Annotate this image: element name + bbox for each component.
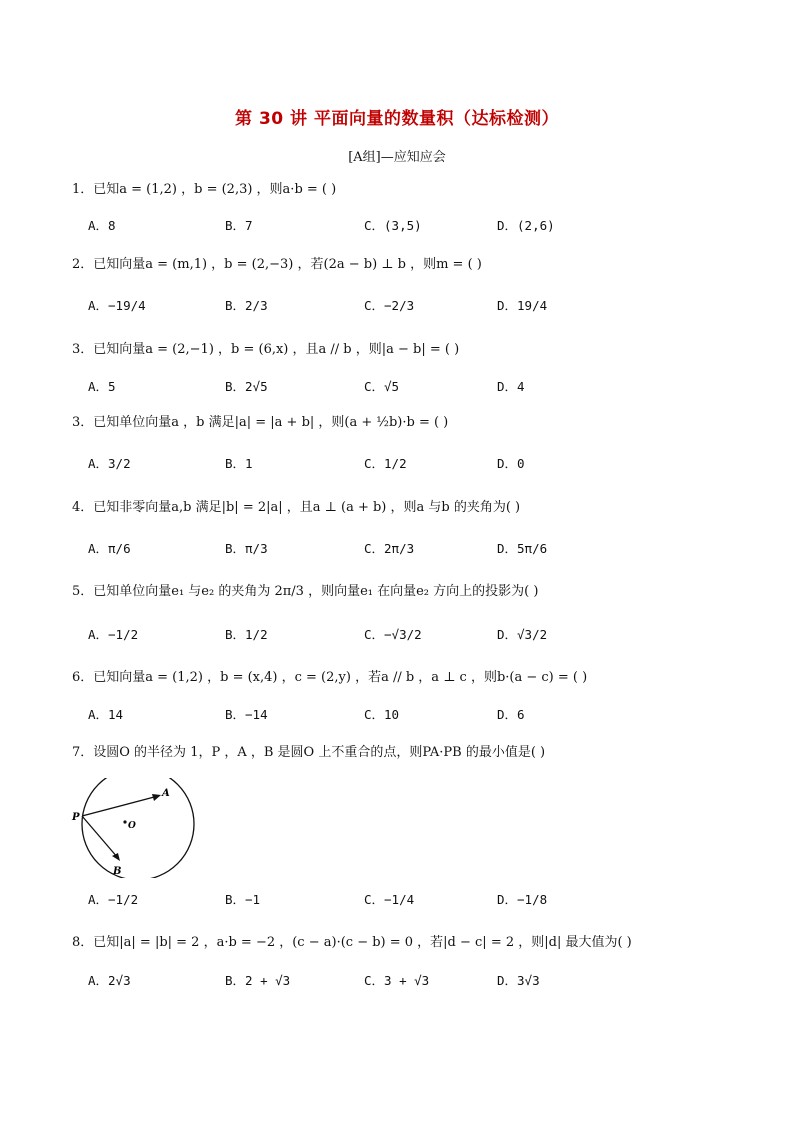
q3-option-b: B．2√5 <box>225 379 268 394</box>
question-8-stem: 8．已知|a| = |b| = 2 ，a·b = −2 ，(c − a)·(c − b) = 0 ，若|d − c| = 2 ，则|d| 最大值为( ) <box>72 935 632 950</box>
label-a: A <box>162 788 170 799</box>
q4-option-c: C．2π/3 <box>364 541 415 556</box>
q8-option-a: A．2√3 <box>88 973 131 988</box>
center-point <box>123 820 126 823</box>
q1-option-a: A．8 <box>88 218 116 233</box>
arrowhead-b <box>112 853 120 861</box>
q3b-option-a: A．3/2 <box>88 456 131 471</box>
q7-option-d: D．−1/8 <box>497 892 548 907</box>
q3b-option-d: D．0 <box>497 456 525 471</box>
q2-option-d: D．19/4 <box>497 298 548 313</box>
q8-option-b: B．2 + √3 <box>225 973 291 988</box>
q4-option-b: B．π/3 <box>225 541 268 556</box>
q1-option-b: B．7 <box>225 218 253 233</box>
segment-pb <box>82 816 118 858</box>
q3-option-d: D．4 <box>497 379 525 394</box>
q8-option-d: D．3√3 <box>497 973 540 988</box>
question-3-stem: 3．已知向量a = (2,−1) ，b = (6,x) ，且a // b ，则|a − b| = ( ) <box>72 342 460 357</box>
q1-option-c: C．(3,5) <box>364 218 422 233</box>
q6-option-a: A．14 <box>88 707 124 722</box>
q3-option-c: C．√5 <box>364 379 400 394</box>
question-4-stem: 4．已知非零向量a,b 满足|b| = 2|a| ，且a ⊥ (a + b) ，则a 与b 的夹角为( ) <box>72 500 521 515</box>
circle-o <box>82 778 194 878</box>
question-2-stem: 2．已知向量a = (m,1) ，b = (2,−3) ，若(2a − b) ⊥ b ，则m = ( ) <box>72 257 482 272</box>
q3b-option-b: B．1 <box>225 456 253 471</box>
q7-option-a: A．−1/2 <box>88 892 139 907</box>
q5-option-a: A．−1/2 <box>88 627 139 642</box>
q6-option-c: C．10 <box>364 707 400 722</box>
q6-option-d: D．6 <box>497 707 525 722</box>
arrowhead-a <box>152 794 161 801</box>
circle-diagram <box>70 778 200 878</box>
segment-pa <box>82 796 158 816</box>
q3b-option-c: C．1/2 <box>364 456 407 471</box>
q5-option-c: C．−√3/2 <box>364 627 422 642</box>
label-p: P <box>72 812 80 823</box>
q1-option-d: D．(2,6) <box>497 218 555 233</box>
q7-option-b: B．−1 <box>225 892 261 907</box>
question-6-stem: 6．已知向量a = (1,2) ，b = (x,4) ，c = (2,y) ，若a // b ，a ⊥ c ，则b·(a − c) = ( ) <box>72 670 588 685</box>
q2-option-a: A．−19/4 <box>88 298 146 313</box>
question-3b-stem: 3．已知单位向量a ，b 满足|a| = |a + b| ，则(a + ½b)·b = ( ) <box>72 415 449 430</box>
q5-option-d: D．√3/2 <box>497 627 548 642</box>
label-o: O <box>128 821 136 831</box>
q2-option-b: B．2/3 <box>225 298 268 313</box>
q2-option-c: C．−2/3 <box>364 298 415 313</box>
q8-option-c: C．3 + √3 <box>364 973 430 988</box>
q5-option-b: B．1/2 <box>225 627 268 642</box>
question-1-stem: 1．已知a = (1,2) ，b = (2,3) ，则a·b = ( ) <box>72 182 337 197</box>
q4-option-a: A．π/6 <box>88 541 131 556</box>
q4-option-d: D．5π/6 <box>497 541 548 556</box>
label-b: B <box>113 866 122 877</box>
section-subtitle: [A组]—应知应会 <box>348 150 446 165</box>
q7-option-c: C．−1/4 <box>364 892 415 907</box>
q6-option-b: B．−14 <box>225 707 268 722</box>
question-7-stem: 7．设圆O 的半径为 1，P ，A ，B 是圆O 上不重合的点，则PA·PB 的最小值是( ) <box>72 745 546 760</box>
q3-option-a: A．5 <box>88 379 116 394</box>
page-title: 第 30 讲 平面向量的数量积（达标检测） <box>235 109 559 129</box>
question-5-stem: 5．已知单位向量e₁ 与e₂ 的夹角为 2π/3 ，则向量e₁ 在向量e₂ 方向上的投影为( ) <box>72 584 539 599</box>
